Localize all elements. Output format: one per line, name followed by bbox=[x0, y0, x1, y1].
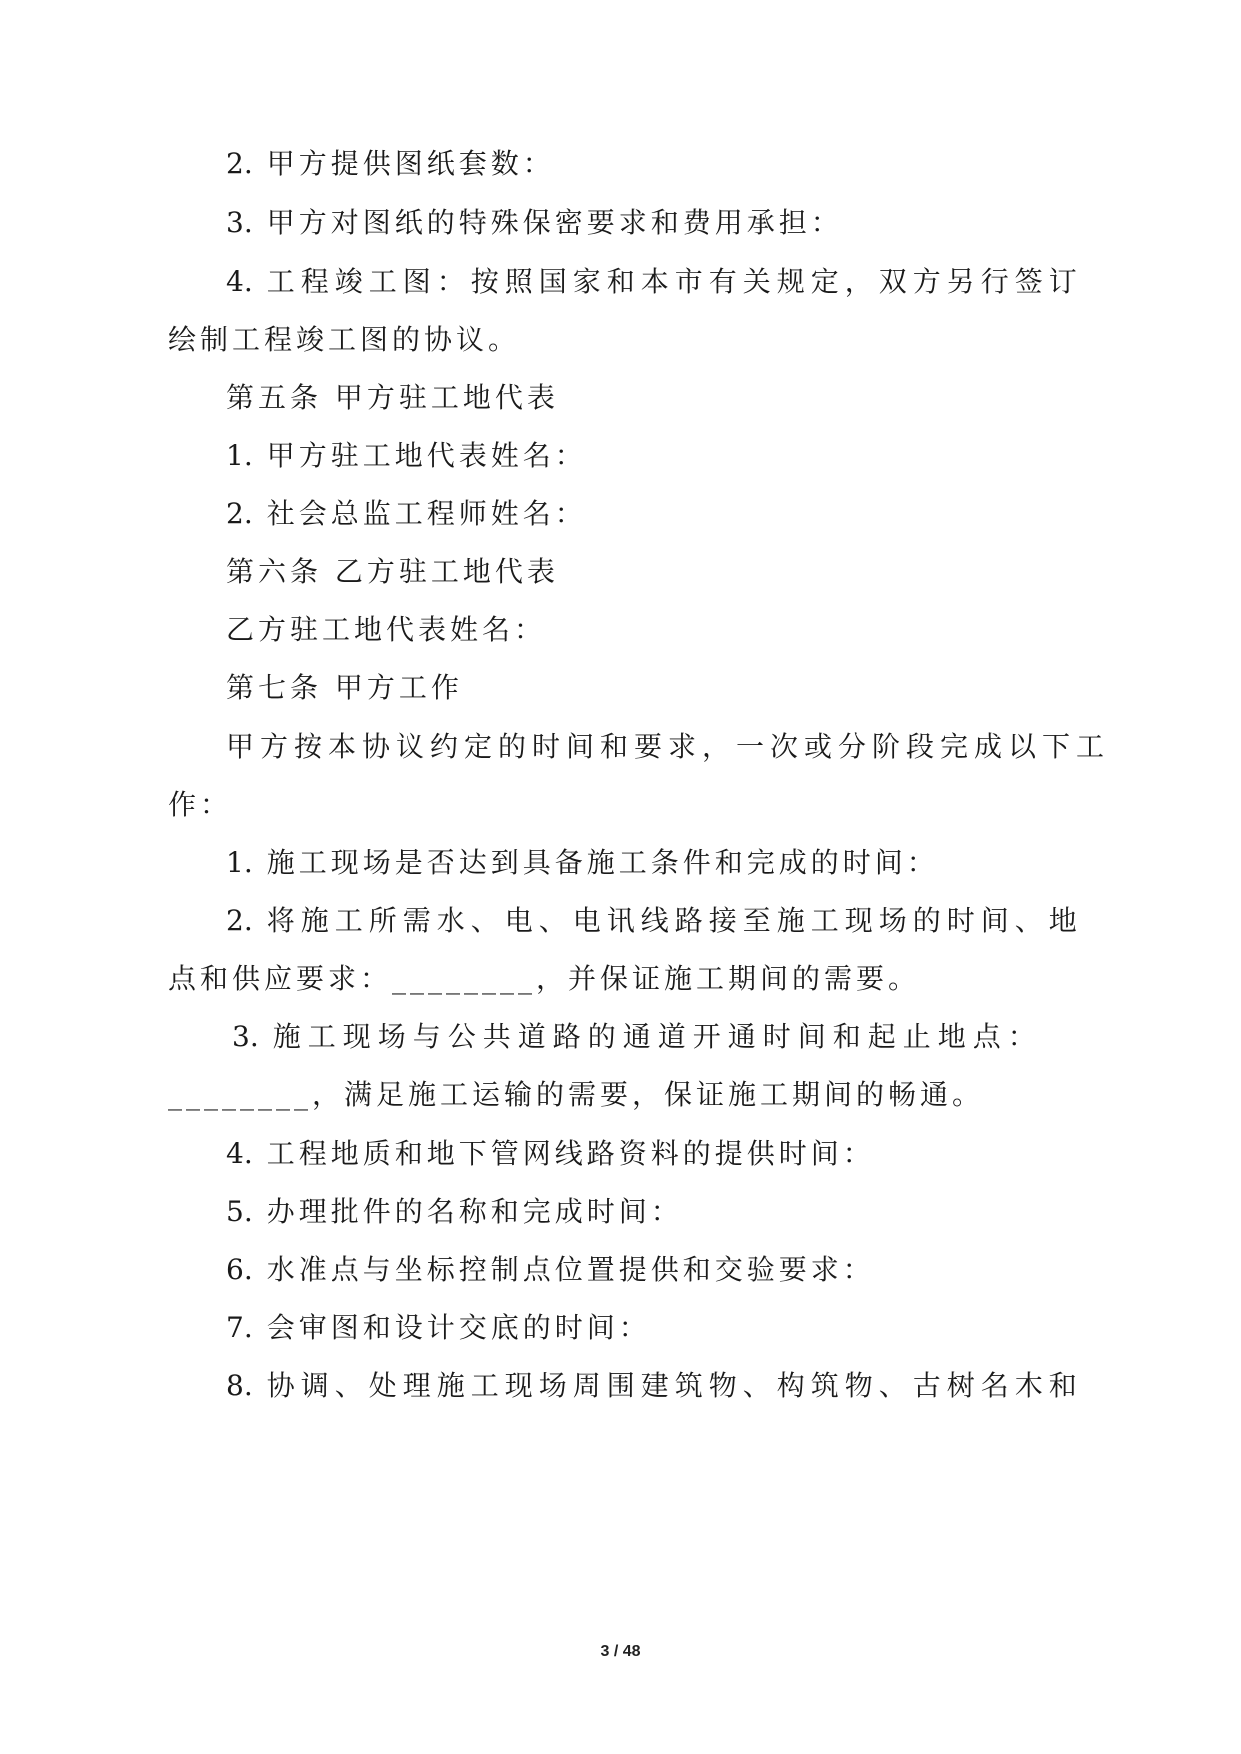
line-text: 甲方提供图纸套数： bbox=[266, 147, 555, 180]
line-text: 第六条 乙方驻工地代表 bbox=[226, 555, 559, 588]
section-heading bbox=[226, 378, 559, 418]
paragraph-line bbox=[226, 1308, 651, 1348]
section-heading bbox=[226, 552, 559, 592]
item-number: 2. bbox=[226, 497, 253, 530]
paragraph-line bbox=[226, 1366, 1083, 1406]
item-number: 3. bbox=[226, 206, 253, 239]
line-text: 施工现场是否达到具备施工条件和完成的时间： bbox=[266, 846, 939, 879]
line-text: 办理批件的名称和完成时间： bbox=[266, 1195, 683, 1228]
line-text: 乙方驻工地代表姓名： bbox=[226, 613, 547, 646]
item-number: 2. bbox=[226, 147, 253, 180]
paragraph-line bbox=[226, 843, 939, 883]
paragraph-line bbox=[226, 1250, 875, 1290]
item-number: 6. bbox=[226, 1253, 253, 1286]
line-text: 施工现场与公共道路的通道开通时间和起止地点： bbox=[272, 1020, 1043, 1053]
paragraph-line bbox=[168, 1075, 984, 1115]
line-text: 作： bbox=[168, 788, 233, 821]
line-text: 甲方驻工地代表姓名： bbox=[266, 439, 587, 472]
item-number: 4. bbox=[226, 265, 253, 298]
line-text: 绘制工程竣工图的协议。 bbox=[168, 323, 521, 356]
paragraph-line bbox=[226, 1134, 875, 1174]
paragraph-line bbox=[232, 1017, 1043, 1057]
line-text: 第七条 甲方工作 bbox=[226, 671, 463, 704]
paragraph-line bbox=[226, 494, 587, 534]
item-number: 2. bbox=[226, 904, 253, 937]
paragraph-line bbox=[226, 144, 555, 184]
item-number: 8. bbox=[226, 1369, 253, 1402]
line-text: 点和供应要求：________，并保证施工期间的需要。 bbox=[168, 962, 921, 995]
paragraph-line bbox=[226, 1192, 683, 1232]
item-number: 1. bbox=[226, 439, 253, 472]
line-text: 甲方按本协议约定的时间和要求，一次或分阶段完成以下工 bbox=[226, 730, 1111, 763]
paragraph-line bbox=[226, 436, 587, 476]
item-number: 7. bbox=[226, 1311, 253, 1344]
item-number: 5. bbox=[226, 1195, 253, 1228]
item-number: 3. bbox=[232, 1020, 259, 1053]
line-text: 会审图和设计交底的时间： bbox=[266, 1311, 651, 1344]
line-text: 第五条 甲方驻工地代表 bbox=[226, 381, 559, 414]
item-number: 4. bbox=[226, 1137, 253, 1170]
paragraph-line bbox=[226, 727, 1110, 767]
paragraph-line bbox=[226, 203, 843, 243]
line-text: 甲方对图纸的特殊保密要求和费用承担： bbox=[266, 206, 843, 239]
paragraph-line bbox=[168, 959, 920, 999]
line-text: 水准点与坐标控制点位置提供和交验要求： bbox=[266, 1253, 875, 1286]
section-heading bbox=[226, 668, 463, 708]
paragraph-line bbox=[168, 785, 232, 825]
paragraph-line bbox=[226, 262, 1083, 302]
paragraph-line bbox=[226, 901, 1083, 941]
paragraph-line bbox=[226, 610, 546, 650]
line-text: 协调、处理施工现场周围建筑物、构筑物、古树名木和 bbox=[266, 1369, 1083, 1402]
line-text: 工程地质和地下管网线路资料的提供时间： bbox=[266, 1137, 875, 1170]
line-text: ________，满足施工运输的需要，保证施工期间的畅通。 bbox=[168, 1078, 985, 1111]
line-text: 将施工所需水、电、电讯线路接至施工现场的时间、地 bbox=[266, 904, 1083, 937]
item-number: 1. bbox=[226, 846, 253, 879]
paragraph-line bbox=[168, 320, 520, 360]
line-text: 工程竣工图：按照国家和本市有关规定，双方另行签订 bbox=[266, 265, 1083, 298]
page-number: 3 / 48 bbox=[600, 1643, 641, 1660]
line-text: 社会总监工程师姓名： bbox=[266, 497, 587, 530]
